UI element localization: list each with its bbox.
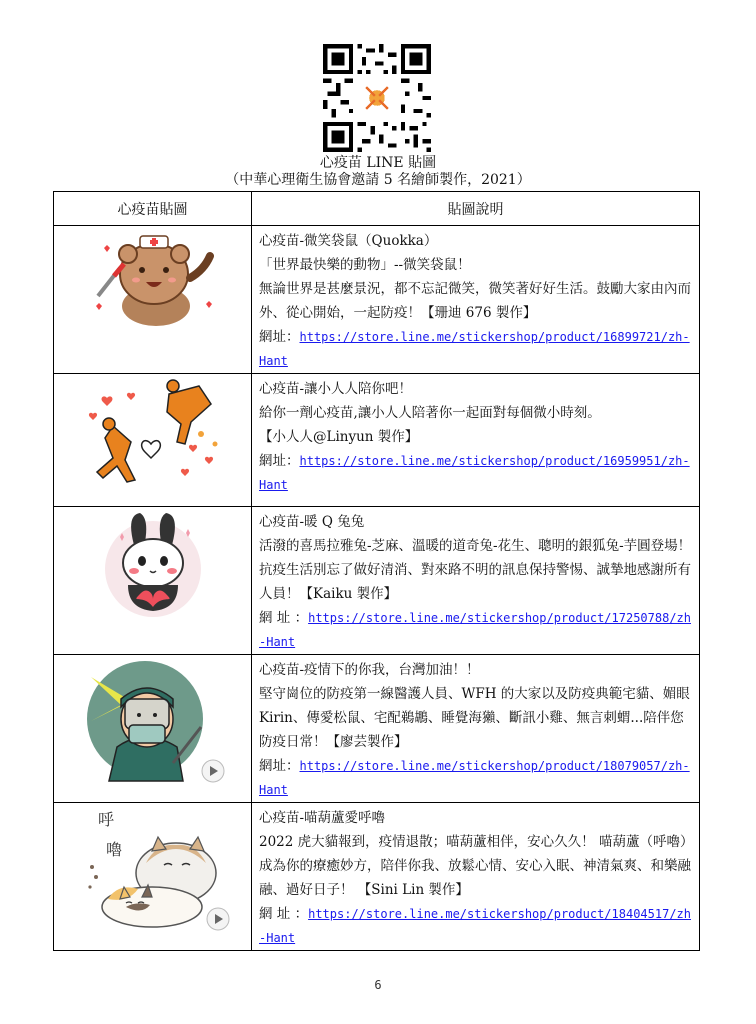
sticker-description-line: 活潑的喜馬拉雅兔-芝麻、溫暖的道奇兔-花生、聰明的銀狐兔-芋圓登場！ 抗疫生活別忘了做好清消、對來路不明的訊息保持警惕、誠摯地感謝所有人員！【Kaiku 製作】: [259, 538, 692, 602]
sticker-url-line: [259, 449, 693, 497]
sticker-store-link[interactable]: https://store.line.me/stickershop/product/16899721/zh-Hant: [259, 330, 690, 368]
qr-code-image: [321, 44, 433, 152]
sticker-description-line: 堅守崗位的防疫第一線醫護人員、WFH 的大家以及防疫典範宅貓、媚眼 Kirin、傳愛松鼠、宅配鵜鶘、睡覺海獺、斷訊小雞、無言刺蝟...陪伴您防疫日常！【廖芸製作】: [259, 686, 690, 750]
qr-code: [321, 44, 433, 152]
sticker-description-line: 2022 虎大貓報到，疫情退散；喵葫蘆相伴，安心久久！ 喵葫蘆（呼嚕）成為你的療癒妙方，陪伴你我、放鬆心情、安心入眠、神清氣爽、和樂融融、過好日子！ 【Sini Lin 製作】: [259, 834, 691, 898]
sticker-name: 心疫苗-讓小人人陪你吧！: [259, 381, 413, 397]
sticker-description-cell: [252, 374, 700, 507]
url-label: 網 址 ：: [259, 610, 309, 626]
medic-sticker-image: [73, 655, 233, 785]
sticker-description-line: 【小人人@Linyun 製作】: [259, 429, 419, 445]
sticker-store-link[interactable]: https://store.line.me/stickershop/product/18404517/zh-Hant: [259, 907, 691, 945]
sticker-description-line: 給你一劑心疫苗,讓小人人陪著你一起面對每個微小時刻。: [259, 405, 601, 421]
quokka-sticker-image: [78, 226, 228, 326]
sticker-description-cell: [252, 803, 700, 951]
sticker-store-link[interactable]: https://store.line.me/stickershop/product/18079057/zh-Hant: [259, 759, 690, 797]
little-people-sticker-image: [73, 374, 233, 484]
sticker-description-cell: [252, 226, 700, 374]
sticker-image-cell: [54, 507, 252, 655]
sticker-url-line: [259, 754, 693, 802]
sticker-name: 心疫苗-喵葫蘆愛呼嚕: [259, 810, 386, 826]
sticker-description-cell: [252, 655, 700, 803]
table-row: [54, 803, 700, 951]
column-header-description: 貼圖說明: [252, 192, 700, 226]
table-row: [54, 507, 700, 655]
bunny-sticker-image: [98, 507, 208, 622]
sticker-image-cell: [54, 374, 252, 507]
sticker-text-lu: 嚕: [105, 840, 122, 859]
sticker-name: 心疫苗-暖 Q 兔兔: [259, 514, 365, 530]
sticker-text-hu: 呼: [97, 810, 114, 829]
sticker-image-cell: [54, 226, 252, 374]
page-number: 6: [374, 978, 382, 992]
table-header-row: [54, 192, 700, 226]
sticker-description-line: 無論世界是甚麼景況，都不忘記微笑，微笑著好好生活。鼓勵大家由內而外、從心開始，一起防疫！【珊迪 676 製作】: [259, 281, 691, 321]
url-label: 網址：: [259, 758, 300, 774]
doc-subtitle: （中華心理衛生協會邀請 5 名繪師製作，2021）: [225, 172, 531, 188]
sticker-description-line: 「世界最快樂的動物」--微笑袋鼠！: [259, 257, 471, 273]
sticker-url-line: [259, 325, 693, 373]
url-label: 網址：: [259, 453, 300, 469]
table-row: [54, 226, 700, 374]
sticker-store-link[interactable]: https://store.line.me/stickershop/product/17250788/zh-Hant: [259, 611, 691, 649]
sticker-name: 心疫苗-微笑袋鼠（Quokka）: [259, 233, 438, 249]
sticker-store-link[interactable]: https://store.line.me/stickershop/product/16959951/zh-Hant: [259, 454, 690, 492]
doc-title: 心疫苗 LINE 貼圖: [319, 155, 437, 171]
sticker-name: 心疫苗-疫情下的你我，台灣加油！！: [259, 662, 480, 678]
sticker-image-cell: [54, 655, 252, 803]
url-label: 網址：: [259, 329, 300, 345]
table-row: [54, 655, 700, 803]
table-row: [54, 374, 700, 507]
cats-sticker-image: [68, 803, 238, 933]
sticker-description-cell: [252, 507, 700, 655]
sticker-url-line: [259, 902, 693, 950]
sticker-image-cell: [54, 803, 252, 951]
url-label: 網 址 ：: [259, 906, 309, 922]
sticker-table: [53, 191, 700, 951]
column-header-sticker: 心疫苗貼圖: [54, 192, 252, 226]
sticker-url-line: [259, 606, 693, 654]
